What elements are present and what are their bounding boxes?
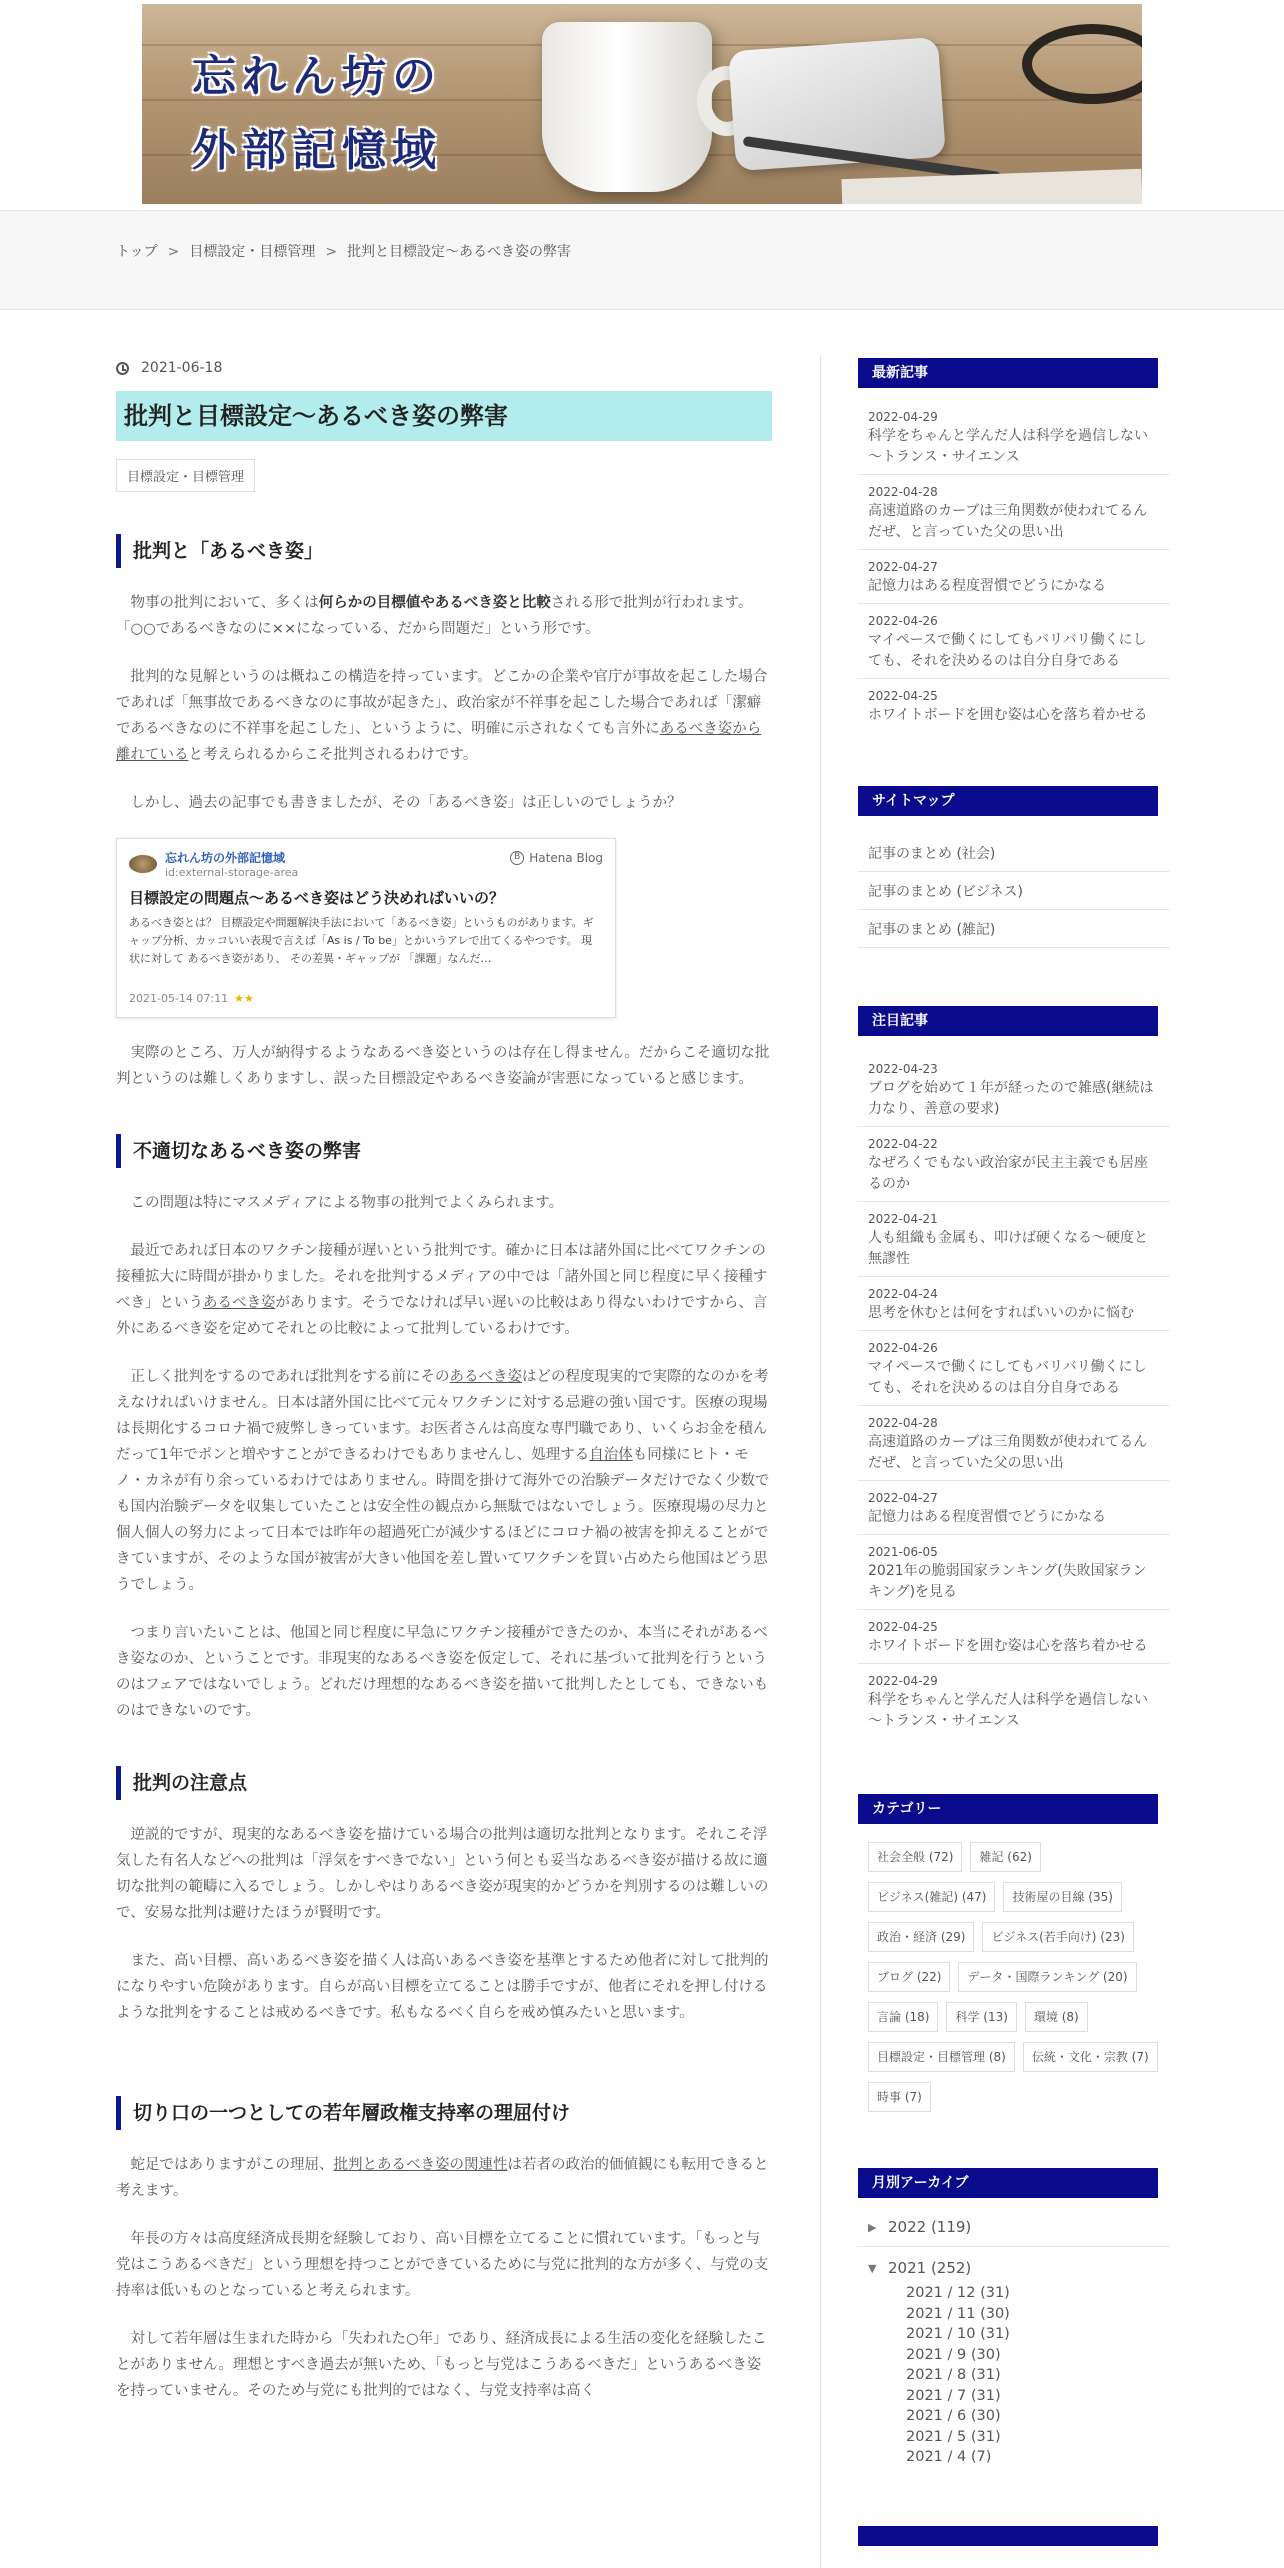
post-link[interactable]: 記憶力はある程度習慣でどうにかなる [868, 1509, 1106, 1525]
post-date: 2022-04-25 [868, 1620, 938, 1634]
paragraph: 年長の方々は高度経済成長期を経験しており、高い目標を立てることに慣れています。「もっと与党はこうあるべきだ」という理想を持つことができているために与党に批判的な方が多く、与党の支持率は低いものとなっていると考えられます。 [116, 2231, 769, 2299]
post-link[interactable]: マイペースで働くにしてもバリバリ働くにしても、それを決めるのは自分自身である [868, 632, 1147, 669]
sitemap-link-business[interactable]: 記事のまとめ (ビジネス) [858, 872, 1170, 910]
list-item[interactable] [858, 1052, 1170, 1127]
post-date: 2021-06-05 [868, 1545, 938, 1559]
post-date [116, 355, 772, 381]
post-date: 2022-04-26 [868, 1341, 938, 1355]
paragraph: 逆説的ですが、現実的なあるべき姿を描けている場合の批判は適切な批判となります。それこそ浮気した有名人などへの批判は「浮気をすべきでない」という何とも妥当なあるべき姿が描ける故に適切な批判の範疇に入るでしょう。しかしやはりあるべき姿が現実的かどうかを判別するのは難しいので、安易な批判は避けたほうが賢明です。 [116, 1827, 769, 1921]
site-title-line2: 外部記憶域 [192, 125, 442, 176]
category-tag[interactable]: 環境 (8) [1025, 2002, 1088, 2032]
post-date: 2022-04-29 [868, 1674, 938, 1688]
post-date: 2022-04-28 [868, 485, 938, 499]
list-item[interactable] [858, 1664, 1170, 1738]
list-item[interactable] [858, 400, 1170, 475]
post-link[interactable]: マイペースで働くにしてもバリバリ働くにしても、それを決めるのは自分自身である [868, 1359, 1147, 1396]
hatena-blog-label: Hatena Blog [529, 851, 603, 865]
glasses-graphic [1022, 24, 1142, 104]
category-tag[interactable]: ブログ (22) [868, 1962, 950, 1992]
post-title: 批判と目標設定～あるべき姿の弊害 [116, 391, 772, 441]
post-date-text: 2021-06-18 [141, 360, 223, 376]
list-item[interactable] [858, 604, 1170, 679]
hatena-blog-icon: B [510, 851, 524, 865]
post-date: 2022-04-22 [868, 1137, 938, 1151]
paragraph: 実際のところ、万人が納得するようなあるべき姿というのは存在し得ません。だからこそ適切な批判というのは難しくありますし、誤った目標設定やあるべき姿論が害悪になっていると感じます。 [116, 1045, 770, 1087]
paragraph: 蛇足ではありますがこの理屈、批判とあるべき姿の関連性は若者の政治的価値観にも転用できると考えます。 [116, 2157, 769, 2199]
section-heading: 批判と「あるべき姿」 [116, 534, 772, 568]
post-link[interactable]: ホワイトボードを囲む姿は心を落ち着かせる [868, 1638, 1148, 1654]
paragraph: つまり言いたいことは、他国と同じ程度に早急にワクチン接種ができたのか、本当にそれがあるべき姿なのか、ということです。非現実的なあるべき姿を仮定して、それに基づいて批判を行うというのはフェアではないでしょう。どれだけ理想的なあるべき姿を描いて批判したとしても、できないものはできないのです。 [116, 1625, 769, 1719]
article [116, 355, 772, 2404]
embed-title[interactable]: 目標設定の問題点～あるべき姿はどう決めればいいの？ [129, 889, 505, 907]
breadcrumb [116, 241, 571, 261]
post-date: 2022-04-27 [868, 560, 938, 574]
embed-footer [129, 992, 254, 1005]
archive-year-label[interactable]: 2021 (252) [888, 2259, 972, 2277]
category-tag[interactable]: データ・国際ランキング (20) [958, 1962, 1136, 1992]
post-date: 2022-04-27 [868, 1491, 938, 1505]
archive-month-link[interactable]: 2021 / 12 (31) [906, 2285, 1010, 2301]
archive-year-2022[interactable] [858, 2212, 1170, 2247]
breadcrumb-current: 批判と目標設定～あるべき姿の弊害 [347, 244, 572, 260]
sitemap-heading: サイトマップ [858, 786, 1158, 816]
list-item[interactable] [858, 1202, 1170, 1277]
post-link[interactable]: ブログを始めて１年が経ったので雑感(継続は力なり、善意の要求) [868, 1080, 1154, 1117]
embed-site-id: id:external-storage-area [165, 866, 299, 879]
section-heading: 切り口の一つとしての若年層政権支持率の理屈付け [116, 2096, 772, 2130]
post-date: 2022-04-24 [868, 1287, 938, 1301]
hatena-blog-badge [510, 851, 603, 865]
archive-month-link[interactable]: 2021 / 4 (7) [906, 2449, 992, 2465]
archive-year-label[interactable]: 2022 (119) [888, 2218, 972, 2236]
post-date: 2022-04-21 [868, 1212, 938, 1226]
categories-heading: カテゴリー [858, 1794, 1158, 1824]
post-date: 2022-04-25 [868, 689, 938, 703]
post-date: 2022-04-28 [868, 1416, 938, 1430]
archive-month-link[interactable]: 2021 / 8 (31) [906, 2367, 1001, 2383]
paragraph: 物事の批判において、多くは何らかの目標値やあるべき姿と比較される形で批判が行われます。「○○であるべきなのに××になっている、だから問題だ」という形です。 [116, 595, 753, 637]
list-item[interactable] [858, 1481, 1170, 1535]
post-date: 2022-04-29 [868, 410, 938, 424]
category-tag[interactable]: ビジネス(若手向け) (23) [982, 1922, 1133, 1952]
breadcrumb-bar [0, 210, 1284, 310]
post-link[interactable]: ホワイトボードを囲む姿は心を落ち着かせる [868, 707, 1148, 723]
post-link[interactable]: 科学をちゃんと学んだ人は科学を過信しない～トランス・サイエンス [868, 1692, 1148, 1729]
breadcrumb-separator: > [167, 244, 180, 260]
blog-card-embed[interactable] [116, 838, 616, 1018]
star-icon: ★★ [234, 992, 254, 1005]
paragraph: 正しく批判をするのであれば批判をする前にそのあるべき姿はどの程度現実的で実際的なのかを考えなければいけません。日本は諸外国に比べて元々ワクチンに対する忌避の強い国です。医療の現場は長期化するコロナ禍で疲弊しきっています。お医者さんは高度な専門職であり、いくらお金を積んだって1年でポンと増やすことができるわけでもありませんし、処理する自治体も同様にヒト・モノ・カネが有り余っているわけではありません。時間を掛けて海外での治験データだけでなく少数でも国内治験データを収集していたことは安全性の観点から無駄ではないでしょう。医療現場の尽力と個人個人の努力によって日本では昨年の超過死亡が減少するほどにコロナ禍の被害を抑えることができていますが、そのような国が被害が大きい他国を差し置いてワクチンを買い占めたら他国はどう思うでしょう。 [116, 1369, 770, 1593]
list-item[interactable] [858, 1610, 1170, 1664]
section-heading: 批判の注意点 [116, 1766, 772, 1800]
post-link[interactable]: 高速道路のカーブは三角関数が使われてるんだぜ、と言っていた父の思い出 [868, 1434, 1148, 1471]
post-link[interactable]: 人も組織も金属も、叩けば硬くなる～硬度と無謬性 [868, 1230, 1148, 1267]
paragraph: しかし、過去の記事でも書きましたが、その「あるべき姿」は正しいのでしょうか？ [130, 795, 682, 811]
category-tag[interactable]: 言論 (18) [868, 2002, 938, 2032]
paragraph: この問題は特にマスメディアによる物事の批判でよくみられます。 [130, 1195, 564, 1211]
post-link[interactable]: 記憶力はある程度習慣でどうにかなる [868, 578, 1106, 594]
category-tag[interactable]: 技術屋の目線 (35) [1003, 1882, 1121, 1912]
list-item[interactable] [858, 1406, 1170, 1481]
popular-posts-list [858, 1052, 1170, 1738]
category-tag[interactable]: ビジネス(雑記) (47) [868, 1882, 995, 1912]
recent-posts-list [858, 400, 1170, 732]
sitemap-list [858, 834, 1170, 948]
embed-site-name[interactable]: 忘れん坊の外部記憶域 [165, 851, 286, 865]
post-link[interactable]: 科学をちゃんと学んだ人は科学を過信しない～トランス・サイエンス [868, 428, 1148, 465]
archive-month-link[interactable]: 2021 / 11 (30) [906, 2305, 1010, 2322]
header-banner-image[interactable] [142, 4, 1142, 204]
list-item[interactable] [858, 475, 1170, 550]
archive-list [858, 2212, 1170, 2468]
archive-month-link[interactable]: 2021 / 10 (31) [906, 2326, 1010, 2342]
clock-icon [116, 362, 129, 375]
breadcrumb-separator: > [325, 244, 338, 260]
sitemap-link-society[interactable]: 記事のまとめ (社会) [858, 834, 1170, 872]
paragraph: また、高い目標、高いあるべき姿を描く人は高いあるべき姿を基準とするため他者に対して批判的になりやすい危険があります。自らが高い目標を立てることは勝手ですが、他者にそれを押し付けるような批判をすることは戒めるべきです。私もなるべく自らを戒め慎みたいと思います。 [116, 1953, 769, 2021]
paragraph: 批判的な見解というのは概ねこの構造を持っています。どこかの企業や官庁が事故を起こした場合であれば「無事故であるべきなのに事故が起きた」、政治家が不祥事を起こした場合であれば「潔癖であるべきなのに不祥事を起こした」、というように、明確に示されなくても言外にあるべき姿から離れていると考えられるからこそ批判されるわけです。 [116, 669, 768, 763]
paragraph: 最近であれば日本のワクチン接種が遅いという批判です。確かに日本は諸外国に比べてワクチンの接種拡大に時間が掛かりました。それを批判するメディアの中では「諸外国と同じ程度に早く接種すべき」というあるべき姿があります。そうでなければ早い遅いの比較はあり得ないわけですから、言外にあるべき姿を定めてそれとの比較によって批判しているわけです。 [116, 1243, 768, 1337]
coffee-cup-graphic [542, 22, 712, 192]
category-tag[interactable]: 政治・経済 (29) [868, 1922, 974, 1952]
list-item[interactable] [858, 1331, 1170, 1406]
paragraph: 対して若年層は生まれた時から「失われた○年」であり、経済成長による生活の変化を経験したことがありません。理想とすべき過去が無いため、「もっと与党はこうあるべきだ」というあるべき姿を持っていません。そのため与党にも批判的ではなく、与党支持率は高く [116, 2331, 767, 2399]
post-category-tag[interactable]: 目標設定・目標管理 [116, 459, 255, 492]
next-widget-heading [858, 2526, 1158, 2546]
category-tag[interactable]: 社会全般 (72) [868, 1842, 962, 1872]
post-date: 2022-04-26 [868, 614, 938, 628]
archive-month-link[interactable]: 2021 / 7 (31) [906, 2387, 1001, 2404]
embed-date: 2021-05-14 07:11 [129, 992, 229, 1005]
site-logo-icon [129, 855, 157, 873]
breadcrumb-category[interactable]: 目標設定・目標管理 [189, 244, 316, 260]
paper-graphic [841, 169, 1142, 204]
archive-month-link[interactable]: 2021 / 9 (30) [906, 2346, 1001, 2363]
archive-month-link[interactable]: 2021 / 5 (31) [906, 2428, 1001, 2445]
post-date: 2022-04-23 [868, 1062, 938, 1076]
recent-posts-heading: 最新記事 [858, 358, 1158, 388]
section-heading: 不適切なあるべき姿の弊害 [116, 1134, 772, 1168]
list-item[interactable] [858, 1127, 1170, 1202]
list-item[interactable] [858, 1535, 1170, 1610]
category-tag[interactable]: 伝統・文化・宗教 (7) [1023, 2042, 1158, 2072]
sitemap-link-misc[interactable]: 記事のまとめ (雑記) [858, 910, 1170, 948]
category-tag[interactable]: 目標設定・目標管理 (8) [868, 2042, 1015, 2072]
post-link[interactable]: 2021年の脆弱国家ランキング(失敗国家ランキング)を見る [868, 1563, 1147, 1600]
category-tag-list [858, 1842, 1168, 2112]
column-divider [820, 355, 821, 2568]
collapse-arrow-icon[interactable]: ▼ [868, 2261, 877, 2275]
popular-posts-heading: 注目記事 [858, 1006, 1158, 1036]
embed-description: あるべき姿とは？ 目標設定や問題解決手法において「あるべき姿」というものがあります。ギャップ分析、カッコいい表現で言えば「As is / To be」とかいうアレで出てくるやつです。 現状に対して あるべき姿があり、 その差異・ギャップが 「課題」なんだ… [129, 916, 594, 965]
category-tag[interactable]: 雑記 (62) [970, 1842, 1040, 1872]
category-tag[interactable]: 科学 (13) [946, 2002, 1016, 2032]
site-title-line1: 忘れん坊の [192, 51, 442, 102]
breadcrumb-home[interactable]: トップ [116, 244, 158, 260]
expand-arrow-icon[interactable]: ▶ [868, 2220, 877, 2234]
list-item[interactable] [858, 1277, 1170, 1331]
post-link[interactable]: 高速道路のカーブは三角関数が使われてるんだぜ、と言っていた父の思い出 [868, 503, 1148, 540]
list-item[interactable] [858, 679, 1170, 732]
sidebar [858, 358, 1170, 2546]
post-link[interactable]: なぜろくでもない政治家が民主主義でも居座るのか [868, 1155, 1148, 1192]
header [0, 0, 1284, 210]
post-link[interactable]: 思考を休むとは何をすればいいのかに悩む [868, 1305, 1134, 1321]
category-tag[interactable]: 時事 (7) [868, 2082, 931, 2112]
archive-month-link[interactable]: 2021 / 6 (30) [906, 2408, 1001, 2424]
archive-heading: 月別アーカイブ [858, 2168, 1158, 2198]
archive-year-2021[interactable] [858, 2253, 1170, 2283]
list-item[interactable] [858, 550, 1170, 604]
